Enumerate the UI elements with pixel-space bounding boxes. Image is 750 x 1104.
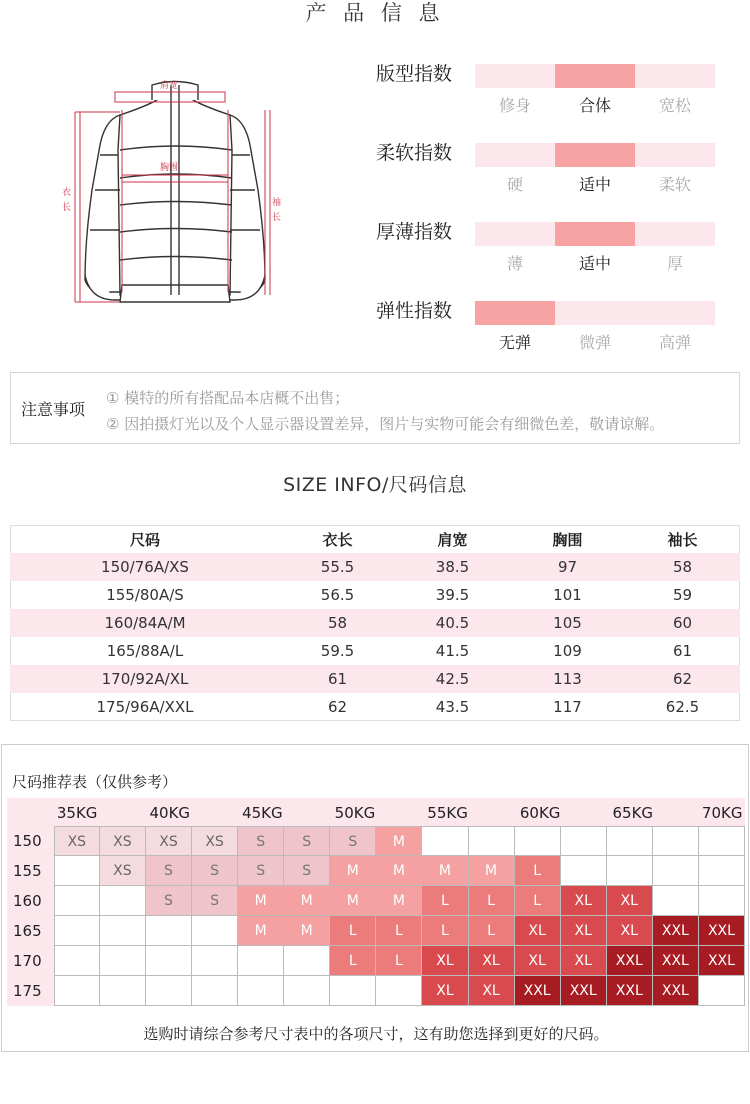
size-table-cell: 58: [625, 553, 740, 581]
recommend-grid: [7, 798, 745, 1006]
size-cell: [376, 976, 422, 1006]
notice-heading: 注意事项: [21, 400, 86, 419]
size-cell: [238, 976, 284, 1006]
height-row: [7, 856, 745, 886]
index-option: 薄: [506, 254, 523, 273]
weight-label: 40KG: [149, 804, 191, 822]
index-options: [475, 333, 715, 353]
size-cell: XL: [607, 916, 653, 946]
size-cell: [146, 916, 192, 946]
index-bar: [475, 64, 715, 88]
size-cell: [192, 916, 238, 946]
size-table-cell: 97: [510, 553, 625, 581]
size-cell: [699, 826, 745, 856]
size-cell: XL: [607, 886, 653, 916]
size-cell: S: [238, 856, 284, 886]
weight-label: 60KG: [519, 804, 561, 822]
table-row: [10, 581, 740, 609]
size-table-cell: 58: [280, 609, 395, 637]
size-cell: M: [284, 886, 330, 916]
size-cell: XXL: [515, 976, 561, 1006]
index-option: 高弹: [658, 333, 691, 352]
size-cell: M: [238, 916, 284, 946]
size-cell: L: [376, 946, 422, 976]
size-cell: [422, 826, 468, 856]
index-options: [475, 254, 715, 274]
weight-label: 55KG: [427, 804, 468, 822]
size-cell: [607, 856, 653, 886]
index-option: 合体: [578, 96, 611, 115]
size-cell: [192, 946, 238, 976]
height-label: 175: [7, 976, 54, 1006]
size-cell: XS: [54, 826, 100, 856]
size-cell: [54, 856, 100, 886]
size-table-cell: 62: [625, 665, 740, 693]
table-row: [10, 553, 740, 581]
size-table-header-cell: 胸围: [552, 530, 583, 549]
size-cell: M: [238, 886, 284, 916]
index-bar-segment: [555, 64, 635, 88]
table-row: [10, 637, 740, 665]
size-table-cell: 62.5: [665, 698, 700, 716]
size-cell: M: [469, 856, 515, 886]
size-table-cell: 39.5: [435, 586, 470, 604]
table-row: [10, 693, 740, 721]
size-table-cell: 42.5: [395, 665, 510, 693]
size-cell: [561, 856, 607, 886]
size-cell: L: [330, 916, 376, 946]
index-label: 版型指数: [376, 63, 453, 85]
size-cell: [100, 886, 146, 916]
size-table-header-cell: 尺码: [129, 530, 160, 549]
size-cell: XXL: [561, 976, 607, 1006]
index-bar-segment: [555, 301, 635, 325]
index-bar-segment: [635, 64, 715, 88]
weight-label: 45KG: [242, 804, 283, 822]
index-bar: [475, 143, 715, 167]
index-bar-segment: [475, 301, 555, 325]
jacket-diagram: [60, 70, 290, 310]
index-bar-segment: [635, 222, 715, 246]
weight-label: 70KG: [701, 804, 743, 822]
size-cell: [515, 826, 561, 856]
index-option: 宽松: [658, 96, 691, 115]
recommend-box: [1, 744, 749, 1052]
size-cell: XS: [192, 826, 238, 856]
length-label-1: 衣: [62, 188, 72, 198]
size-cell: XXL: [607, 976, 653, 1006]
size-cell: XL: [469, 946, 515, 976]
sleeve-label-2: 长: [272, 213, 282, 223]
height-row: [7, 916, 745, 946]
size-cell: XL: [561, 946, 607, 976]
size-table-header-cell: 肩宽: [437, 530, 468, 549]
size-cell: XXL: [607, 946, 653, 976]
size-cell: XL: [469, 976, 515, 1006]
index-option: 无弹: [498, 333, 531, 352]
size-table: [10, 525, 740, 721]
size-table-cell: 38.5: [395, 553, 510, 581]
index-options: [475, 175, 715, 195]
size-cell: S: [146, 886, 192, 916]
size-cell: L: [422, 916, 468, 946]
table-row: [10, 665, 740, 693]
index-bar-segment: [635, 143, 715, 167]
size-cell: XL: [515, 916, 561, 946]
size-cell: XS: [100, 856, 146, 886]
size-cell: [100, 976, 146, 1006]
size-cell: [284, 946, 330, 976]
size-table-cell: 117: [553, 698, 582, 716]
size-cell: [146, 976, 192, 1006]
size-cell: [469, 826, 515, 856]
size-table-cell: 101: [553, 586, 582, 604]
size-cell: [284, 976, 330, 1006]
size-cell: [561, 826, 607, 856]
size-cell: M: [422, 856, 468, 886]
size-cell: S: [192, 886, 238, 916]
size-cell: M: [376, 826, 422, 856]
size-cell: M: [330, 856, 376, 886]
size-cell: [54, 976, 100, 1006]
index-bar-segment: [475, 64, 555, 88]
size-cell: [330, 976, 376, 1006]
height-label: 160: [7, 886, 54, 916]
index-bar-segment: [475, 143, 555, 167]
index-bar: [475, 301, 715, 325]
index-bar-segment: [555, 222, 635, 246]
sleeve-label-1: 袖: [272, 198, 282, 208]
size-cell: L: [469, 886, 515, 916]
size-table-cell: 59.5: [320, 642, 355, 660]
size-cell: S: [192, 856, 238, 886]
index-label: 厚薄指数: [376, 221, 453, 243]
size-cell: L: [515, 886, 561, 916]
notice-line-1: ① 模特的所有搭配品本店概不出售；: [106, 389, 350, 407]
notice-box: [10, 372, 740, 444]
size-table-cell: 55.5: [280, 553, 395, 581]
size-cell: XL: [422, 976, 468, 1006]
size-table-cell: 60: [625, 609, 740, 637]
size-cell: XXL: [653, 976, 699, 1006]
size-cell: M: [376, 856, 422, 886]
index-option: 微弹: [578, 333, 611, 352]
size-table-header-cell: 袖长: [667, 530, 698, 549]
index-option: 柔软: [658, 175, 691, 194]
index-label: 柔软指数: [376, 142, 453, 164]
height-label: 165: [7, 916, 54, 946]
size-cell: [192, 976, 238, 1006]
size-cell: S: [284, 856, 330, 886]
size-table-cell: 175/96A/XXL: [96, 698, 194, 716]
recommend-title: 尺码推荐表（仅供参考）: [12, 773, 178, 791]
weight-label: 35KG: [56, 804, 98, 822]
weight-header: [7, 798, 745, 826]
size-cell: XL: [422, 946, 468, 976]
index-bar-segment: [475, 222, 555, 246]
index-bar: [475, 222, 715, 246]
length-label-2: 长: [62, 203, 72, 213]
size-cell: M: [376, 886, 422, 916]
size-cell: M: [330, 886, 376, 916]
size-table-header-cell: 衣长: [322, 530, 353, 549]
size-table-cell: 155/80A/S: [106, 586, 184, 604]
size-cell: XXL: [653, 946, 699, 976]
size-cell: [699, 856, 745, 886]
size-cell: L: [469, 916, 515, 946]
size-cell: [146, 946, 192, 976]
size-cell: S: [330, 826, 376, 856]
size-cell: [699, 886, 745, 916]
size-cell: [54, 946, 100, 976]
size-cell: [54, 886, 100, 916]
index-option: 适中: [578, 175, 611, 194]
height-row: [7, 976, 745, 1006]
size-cell: [54, 916, 100, 946]
size-cell: L: [330, 946, 376, 976]
chest-label: 胸围: [160, 163, 179, 173]
size-table-cell: 113: [510, 665, 625, 693]
size-cell: L: [376, 916, 422, 946]
size-cell: [607, 826, 653, 856]
size-cell: [699, 976, 745, 1006]
weight-label: 65KG: [612, 804, 654, 822]
size-cell: XS: [100, 826, 146, 856]
size-cell: [653, 886, 699, 916]
size-table-cell: 61: [280, 665, 395, 693]
size-table-cell: 40.5: [395, 609, 510, 637]
size-cell: XS: [146, 826, 192, 856]
index-option: 适中: [578, 254, 611, 273]
height-label: 150: [7, 826, 54, 856]
size-cell: XXL: [699, 916, 745, 946]
size-table-cell: 160/84A/M: [10, 609, 280, 637]
size-cell: S: [146, 856, 192, 886]
size-cell: XL: [561, 916, 607, 946]
size-cell: [238, 946, 284, 976]
size-cell: XXL: [653, 916, 699, 946]
size-cell: M: [284, 916, 330, 946]
table-row: [10, 609, 740, 637]
size-cell: [100, 946, 146, 976]
size-cell: L: [515, 856, 561, 886]
size-cell: XL: [561, 886, 607, 916]
size-table-cell: 109: [553, 642, 582, 660]
size-table-cell: 165/88A/L: [106, 642, 184, 660]
size-cell: XXL: [699, 946, 745, 976]
size-table-cell: 62: [327, 698, 348, 716]
size-table-cell: 170/92A/XL: [10, 665, 280, 693]
size-cell: XL: [515, 946, 561, 976]
index-option: 厚: [666, 254, 683, 273]
index-label: 弹性指数: [376, 300, 453, 322]
weight-label: 50KG: [334, 804, 376, 822]
size-table-cell: 61: [672, 642, 693, 660]
recommend-footer: 选购时请综合参考尺寸表中的各项尺寸，这有助您选择到更好的尺码。: [143, 1025, 609, 1043]
index-option: 修身: [498, 96, 531, 115]
size-table-cell: 43.5: [435, 698, 470, 716]
size-cell: [100, 916, 146, 946]
size-cell: S: [284, 826, 330, 856]
size-table-cell: 150/76A/XS: [10, 553, 280, 581]
size-cell: [653, 826, 699, 856]
size-cell: S: [238, 826, 284, 856]
index-bar-segment: [555, 143, 635, 167]
height-row: [7, 826, 745, 856]
size-cell: L: [422, 886, 468, 916]
index-option: 硬: [506, 175, 523, 194]
height-label: 170: [7, 946, 54, 976]
index-bar-segment: [635, 301, 715, 325]
size-table-cell: 56.5: [320, 586, 355, 604]
height-label: 155: [7, 856, 54, 886]
index-options: [475, 96, 715, 116]
size-info-title: SIZE INFO/尺码信息: [283, 474, 467, 496]
height-row: [7, 946, 745, 976]
size-cell: [653, 856, 699, 886]
size-table-cell: 105: [510, 609, 625, 637]
shoulder-label: 肩宽: [160, 81, 179, 91]
size-table-cell: 41.5: [435, 642, 470, 660]
height-row: [7, 886, 745, 916]
size-table-cell: 59: [672, 586, 693, 604]
size-table-header: [10, 525, 740, 553]
notice-line-2: ② 因拍摄灯光以及个人显示器设置差异，图片与实物可能会有细微色差，敬请谅解。: [106, 415, 665, 433]
page-title: 产 品 信 息: [305, 1, 445, 25]
